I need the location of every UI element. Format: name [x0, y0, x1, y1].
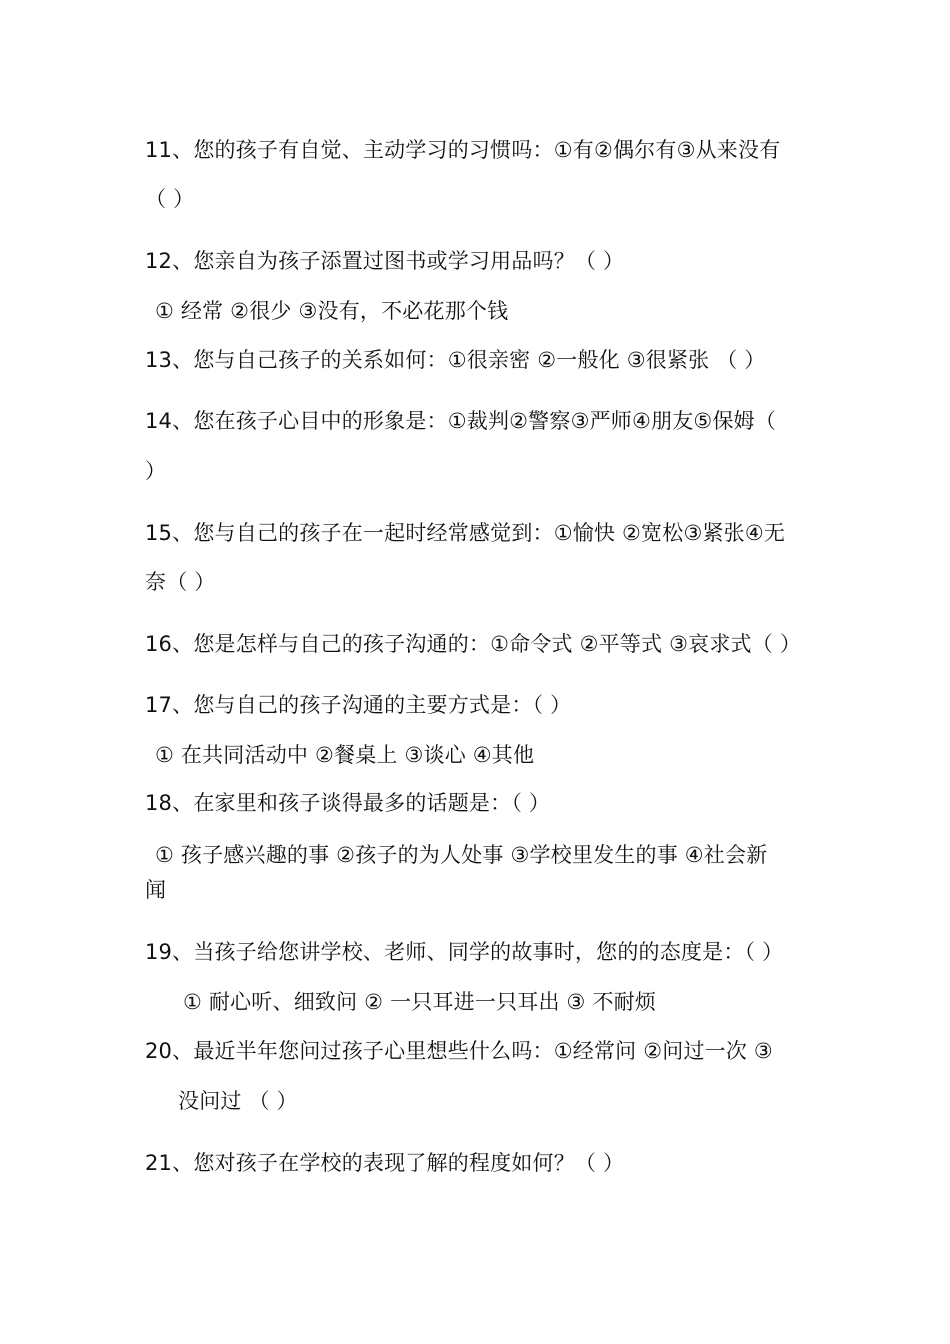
question-12-text: 12、您亲自为孩子添置过图书或学习用品吗？（ ）: [145, 249, 625, 273]
question-16-text: 16、您是怎样与自己的孩子沟通的：①命令式 ②平等式 ③哀求式（ ）: [145, 632, 802, 656]
question-21-text: 21、您对孩子在学校的表现了解的程度如何？（ ）: [145, 1151, 625, 1175]
question-17-options: ① 在共同活动中 ②餐桌上 ③谈心 ④其他: [155, 743, 535, 767]
question-15-text: 15、您与自己的孩子在一起时经常感觉到：①愉快 ②宽松③紧张④无: [145, 521, 786, 545]
question-17-text: 17、您与自己的孩子沟通的主要方式是：（ ）: [145, 693, 572, 717]
question-18-options-continuation: 闻: [145, 878, 167, 902]
question-18-text: 18、在家里和孩子谈得最多的话题是：（ ）: [145, 791, 551, 815]
question-13-text: 13、您与自己孩子的关系如何：①很亲密 ②一般化 ③很紧张 （ ）: [145, 348, 766, 372]
question-11-text: 11、您的孩子有自觉、主动学习的习惯吗：①有②偶尔有③从来没有: [145, 138, 781, 162]
question-20-text: 20、最近半年您问过孩子心里想些什么吗：①经常问 ②问过一次 ③: [145, 1039, 773, 1063]
question-11-answer-blank: （ ）: [145, 187, 195, 211]
question-20-continuation: 没问过 （ ）: [178, 1089, 298, 1113]
question-18-options: ① 孩子感兴趣的事 ②孩子的为人处事 ③学校里发生的事 ④社会新: [155, 843, 768, 867]
question-14-answer-blank: ）: [145, 459, 167, 483]
question-19-text: 19、当孩子给您讲学校、老师、同学的故事时，您的的态度是：（ ）: [145, 940, 784, 964]
question-12-options: ① 经常 ②很少 ③没有，不必花那个钱: [155, 299, 509, 323]
question-15-continuation: 奈（ ）: [145, 570, 216, 594]
question-19-options: ① 耐心听、细致问 ② 一只耳进一只耳出 ③ 不耐烦: [183, 990, 657, 1014]
question-14-text: 14、您在孩子心目中的形象是：①裁判②警察③严师④朋友⑤保姆（: [145, 409, 777, 433]
